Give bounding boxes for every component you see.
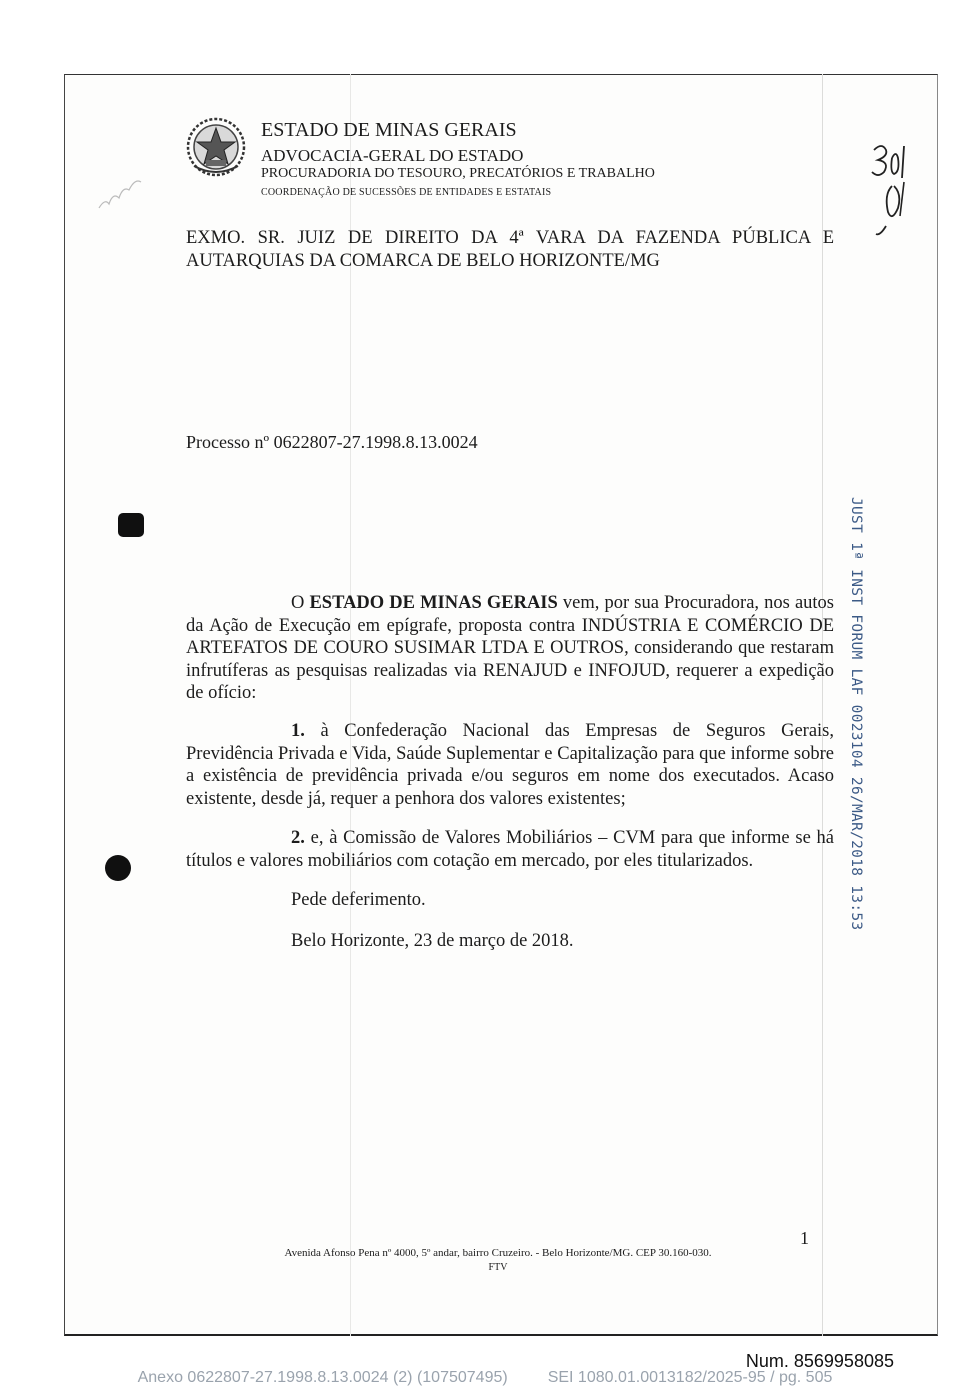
protocol-stamp: JUST 1ª INST FORUM LAF 0023104 26/MAR/2018 13:53 xyxy=(848,497,864,931)
item-2-number: 2. xyxy=(291,828,305,848)
page-number: 1 xyxy=(800,1228,809,1248)
punch-hole xyxy=(105,855,131,881)
handwritten-mark xyxy=(95,168,145,218)
annex-left: Anexo 0622807-27.1998.8.13.0024 (2) (107507495) xyxy=(137,1369,508,1386)
request-item-2 xyxy=(186,827,834,872)
process-number: Processo nº 0622807-27.1998.8.13.0024 xyxy=(186,432,478,452)
closing: Pede deferimento. xyxy=(291,890,426,910)
intro-paragraph xyxy=(186,592,834,705)
punch-hole xyxy=(118,513,144,537)
header-state: ESTADO DE MINAS GERAIS xyxy=(261,119,517,141)
intro-text: vem, por sua Procuradora, nos autos da Ação de Execução em epígrafe, proposta contra INDÚSTRIA E COMÉRCIO DE ARTEFATOS DE COURO SUSIMAR LTDA E OUTROS, considerando que restaram infrutíferas as pesquisas realizadas via RENAJUD e INFOJUD, requerer a expedição de ofício: xyxy=(186,593,834,703)
document-number: Num. 8569958085 xyxy=(745,1351,894,1371)
addressee-line-1: EXMO. SR. JUIZ DE DIREITO DA 4ª VARA DA FAZENDA PÚBLICA E xyxy=(186,228,834,248)
item-1-number: 1. xyxy=(291,721,305,741)
addressee-line-2: AUTARQUIAS DA COMARCA DE BELO HORIZONTE/MG xyxy=(186,250,660,271)
place-date: Belo Horizonte, 23 de março de 2018. xyxy=(291,931,574,951)
coat-of-arms-icon xyxy=(186,116,246,178)
header-agency: ADVOCACIA-GERAL DO ESTADO xyxy=(261,146,524,165)
request-item-1 xyxy=(186,720,834,810)
addressee xyxy=(186,227,834,272)
footer-initials: FTV xyxy=(488,1262,508,1273)
item-2-text: e, à Comissão de Valores Mobiliários – CVM para que informe se há títulos e valores mobiliários com cotação em mercado, por eles titularizados. xyxy=(186,828,834,871)
annex-reference xyxy=(0,1369,970,1387)
intro-pre: O xyxy=(291,593,310,613)
footer-address: Avenida Afonso Pena nº 4000, 5º andar, bairro Cruzeiro. - Belo Horizonte/MG. CEP 30.160-030. xyxy=(284,1247,712,1259)
item-1-text: à Confederação Nacional das Empresas de Seguros Gerais, Previdência Privada e Vida, Saúde Suplementar e Capitalização para que informe sobre a existência de previdência privada e/ou seguros em nome dos executados. Acaso existente, desde já, requer a penhora dos valores existentes; xyxy=(186,721,834,809)
header-department: PROCURADORIA DO TESOURO, PRECATÓRIOS E TRABALHO xyxy=(261,166,655,181)
handwritten-page-number xyxy=(864,138,914,238)
header-coordination: COORDENAÇÃO DE SUCESSÕES DE ENTIDADES E ESTATAIS xyxy=(261,187,552,198)
intro-party: ESTADO DE MINAS GERAIS xyxy=(309,593,558,613)
annex-right: SEI 1080.01.0013182/2025-95 / pg. 505 xyxy=(547,1369,833,1386)
